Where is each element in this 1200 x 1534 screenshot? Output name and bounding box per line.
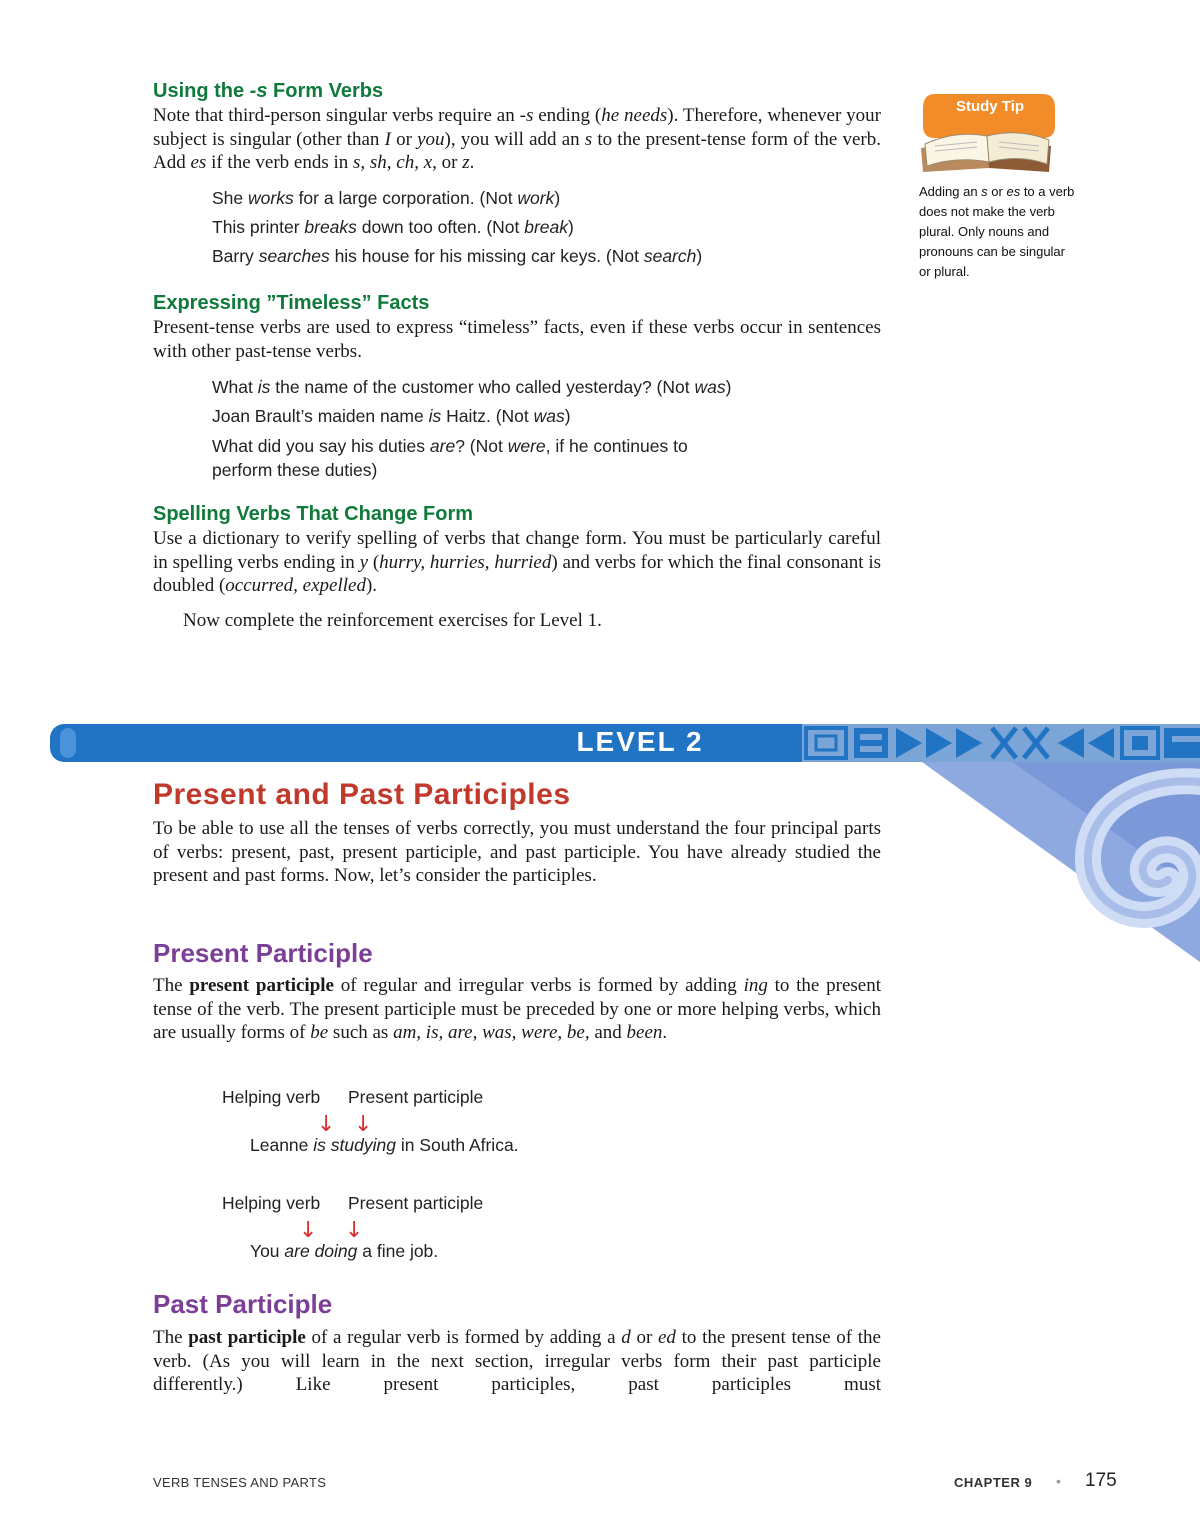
level-label: LEVEL 2 (576, 726, 704, 757)
text: Haitz. (Not (441, 406, 534, 426)
footer-running-title: VERB TENSES AND PARTS (153, 1475, 327, 1490)
text: ending ( (533, 105, 602, 126)
text: . (469, 152, 475, 173)
text-em: breaks (304, 217, 357, 237)
text: ) (554, 188, 561, 208)
text-em: is (257, 377, 271, 397)
heading-timeless-facts: Expressing ”Timeless” Facts (153, 292, 430, 314)
paragraph-s-form (153, 104, 881, 175)
heading-past-participle: Past Participle (153, 1289, 333, 1319)
text-em: es (190, 152, 207, 173)
diagram2-sentence (250, 1237, 438, 1266)
text-em: hurry, hurries, hurried (379, 551, 552, 573)
text-bold: present participle (189, 975, 334, 996)
text-em: are (284, 1241, 310, 1261)
arrow-down-icon: ↓ (345, 1218, 364, 1243)
text: if the verb ends in (206, 152, 353, 173)
text: for a large corporation. (Not (293, 188, 518, 208)
text-bold: past participle (188, 1327, 306, 1348)
text: or (630, 1327, 658, 1348)
text: his house for his missing car keys. (Not (329, 246, 644, 266)
text-em: am, is, are, was, were, be, (393, 1022, 590, 1043)
text: . (662, 1022, 668, 1043)
text: Use a dictionary to verify spelling of verbs that change form. You must be particularly careful in spelling verbs ending in (153, 528, 881, 573)
footer-chapter: CHAPTER 9 (954, 1475, 1033, 1490)
diagram1-label-participle: Present participle (348, 1087, 484, 1107)
arrow-down-icon: ↓ (299, 1218, 318, 1243)
text: or (436, 152, 463, 173)
text: to the present tense of the verb. The present participle must be preceded by one or more helping verbs, which are usually forms of (153, 975, 882, 1043)
text: ), you will add an (444, 128, 585, 150)
heading-text: Form Verbs (267, 80, 384, 102)
text: You (250, 1241, 285, 1261)
text: the name of the customer who called yesterday? (Not (270, 377, 695, 397)
level2-title: Present and Past Participles (153, 778, 571, 811)
paragraph-past-participle (153, 1326, 881, 1397)
example-line (212, 373, 731, 402)
heading-text: Using the (153, 80, 250, 102)
text-em: break (524, 217, 569, 237)
footer-bullet: • (1056, 1473, 1061, 1489)
text: Adding an (919, 184, 982, 199)
paragraph-spelling-verbs (153, 527, 881, 598)
text-em: d (621, 1327, 631, 1348)
text: ) and verbs for which the final consonant is doubled ( (153, 551, 881, 596)
text: The (153, 1327, 189, 1348)
text: down too often. (Not (356, 217, 525, 237)
arrow-down-icon: ↓ (354, 1112, 373, 1137)
example-line: perform these duties) (212, 460, 378, 480)
text-em: you (417, 128, 445, 150)
text: to the present-tense form of the verb. Add (153, 128, 882, 173)
heading-text-em: -s (249, 80, 268, 102)
swirl-decoration-icon (922, 762, 1200, 962)
text: of a regular verb is formed by adding a (305, 1327, 622, 1348)
level2-intro: To be able to use all the tenses of verbs correctly, you must understand the four principal parts of verbs: present, past, present participle, and past participle. You have already studied the present and past forms. Now, let’s consider the participles. (153, 818, 881, 886)
text: The (153, 975, 190, 996)
text: ? (Not (455, 436, 508, 456)
arrow-down-icon: ↓ (317, 1112, 336, 1137)
text-em: ed (657, 1327, 676, 1348)
text: , if he continues to (545, 436, 688, 456)
text-em: searches (258, 246, 330, 266)
text: and (589, 1022, 627, 1043)
text-em: -s (519, 105, 534, 126)
text-em: z (462, 152, 470, 173)
text-em: occurred, expelled (225, 575, 366, 596)
text-em: been (626, 1022, 663, 1043)
text: Joan Brault’s maiden name (212, 406, 429, 426)
text: of regular and irregular verbs is formed by adding (334, 975, 744, 996)
text-em: are (429, 436, 456, 456)
study-tip-text (919, 182, 1079, 282)
text: in South Africa. (395, 1135, 519, 1155)
text-em: I (384, 128, 391, 150)
tribal-pattern-icon (802, 724, 1200, 762)
text-em: y (359, 551, 369, 573)
text-em: s, sh, ch, x, (353, 152, 437, 173)
text: What did you say his duties (212, 436, 430, 456)
text: What (212, 377, 258, 397)
heading-spelling-verbs: Spelling Verbs That Change Form (153, 503, 474, 525)
diagram2-label-participle: Present participle (348, 1193, 484, 1213)
text: a fine job. (357, 1241, 439, 1261)
diagram1-label-helping: Helping verb (222, 1087, 321, 1107)
text-em: was (533, 406, 565, 426)
text: Note that third-person singular verbs require an (153, 105, 520, 126)
study-tip-label: Study Tip (955, 98, 1025, 115)
text-em: es (1006, 184, 1021, 199)
example-line (212, 213, 702, 242)
text-em: works (248, 188, 294, 208)
example-line (212, 402, 731, 431)
text: ) (696, 246, 703, 266)
text-em: studying (330, 1135, 396, 1155)
text: Leanne (250, 1135, 314, 1155)
text: She (212, 188, 248, 208)
text-em: was (694, 377, 726, 397)
text: This printer (212, 217, 305, 237)
text-em: work (517, 188, 555, 208)
heading-s-form-verbs (153, 80, 383, 103)
diagram2-label-helping: Helping verb (222, 1193, 321, 1213)
text-em: ing (743, 975, 768, 996)
study-tip-graphic (915, 86, 1065, 176)
page-number: 175 (1085, 1470, 1117, 1491)
text: to the present tense of the verb. (As you will learn in the next section, irregular verbs form their past participle differently.) Like present participles, past participles must (153, 1327, 881, 1395)
text: or (987, 184, 1007, 199)
example-list-timeless (212, 373, 731, 482)
text-em: search (643, 246, 697, 266)
text-em: be (310, 1022, 329, 1043)
text-em: he needs (601, 105, 668, 126)
example-line (212, 434, 731, 458)
text: ). (365, 575, 378, 596)
text-em: s (981, 184, 988, 199)
text-em: were (507, 436, 546, 456)
text: Barry (212, 246, 259, 266)
text: such as (328, 1022, 394, 1043)
text: ) (568, 217, 574, 237)
text-em: s (584, 128, 593, 150)
level-banner (50, 724, 1200, 762)
text: ) (564, 406, 571, 426)
reinforcement-note: Now complete the reinforcement exercises for Level 1. (183, 610, 602, 631)
example-list-s-form (212, 184, 702, 271)
text: ) (725, 377, 732, 397)
heading-present-participle: Present Participle (153, 938, 373, 968)
text: ( (368, 551, 380, 573)
text-em: doing (314, 1241, 358, 1261)
banner-cap (60, 728, 76, 758)
paragraph-present-participle (153, 974, 881, 1045)
text-em: is (428, 406, 442, 426)
example-line (212, 184, 702, 213)
paragraph-timeless-facts: Present-tense verbs are used to express “timeless” facts, even if these verbs occur in sentences with other past-tense verbs. (153, 317, 881, 362)
diagram1-sentence (250, 1131, 519, 1160)
text-em: is (313, 1135, 326, 1155)
example-line (212, 242, 702, 271)
text: or (390, 128, 418, 150)
text: ). Therefore, whenever your subject is singular (other than (153, 105, 881, 150)
text: to a verb does not make the verb plural. Only nouns and pronouns can be singular or plural. (919, 184, 1075, 279)
